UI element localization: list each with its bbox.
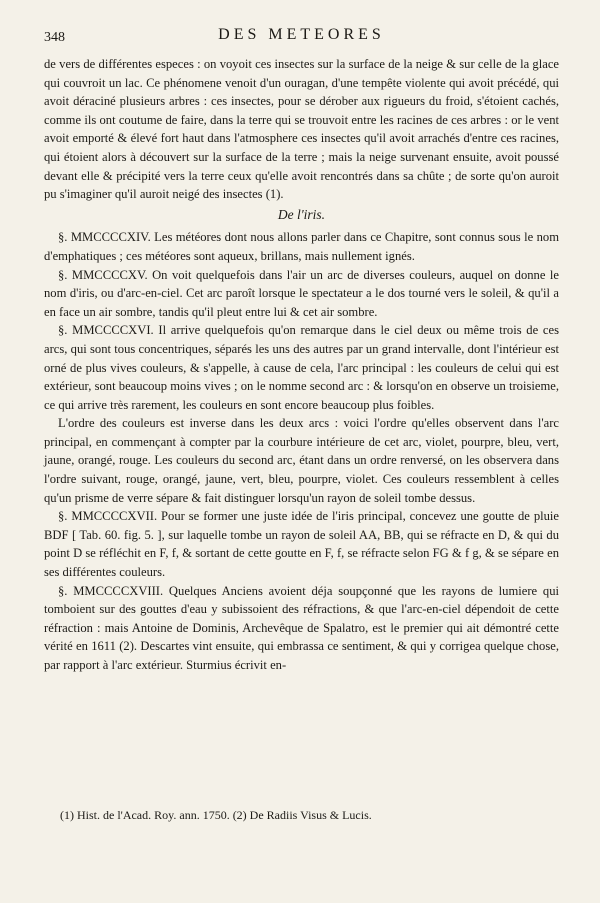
page-number: 348 xyxy=(44,30,65,45)
page-header xyxy=(44,26,559,48)
section-heading: De l'iris. xyxy=(277,206,326,222)
paragraph: de vers de différentes especes : on voyoit ces insectes sur la surface de la neige & sur celle de la glace qui couvroit un lac. Ce phénomene venoit d'un ouragan, d'une tempête violente qui avoit précédé, qui avoit déraciné plusieurs arbres : ces insectes, pour se dérober aux rigueurs du froid, s'étoient cachés, comme ils ont coutume de faire, dans la terre qui se trouvoit entre les racines de ces arbres : or le vent avoit emporté & élevé fort haut dans l'atmosphere ces insectes qu'il avoit arrachés d'entre ces racines, qui étoient alors à découvert sur la surface de la terre ; mais la neige survenant ensuite, avoit poussé devant elle & précipité vers la terre ceux qu'elle avoit rencontrés dans sa chûte ; de sorte qu'on auroit pu s'imaginer qu'il auroit neigé des insectes (1). xyxy=(44,57,559,202)
paragraph: §. MMCCCCXVII. Pour se former une juste idée de l'iris principal, concevez une goutte de pluie BDF [ Tab. 60. fig. 5. ], sur laquelle tombe un rayon de soleil AA, BB, qui se réfracte en D, & qui du point D se réfléchit en F, f, & sortant de cette goutte en F, f, se réfracte selon FG & f g, & se sépare en ses différentes couleurs. xyxy=(44,509,559,580)
footnotes: (1) Hist. de l'Acad. Roy. ann. 1750. (2) De Radiis Visus & Lucis. xyxy=(60,808,372,822)
paragraph: §. MMCCCCXV. On voit quelquefois dans l'air un arc de diverses couleurs, auquel on donne le nom d'iris, ou d'arc-en-ciel. Cet arc paroît lorsque le spectateur a le dos tourné vers le soleil, & qu'il a en face un air sombre, tandis qu'il pleut entre lui & cet air sombre. xyxy=(44,267,559,319)
running-title: DES METEORES xyxy=(218,26,385,43)
body-text xyxy=(44,55,559,675)
paragraph: §. MMCCCCXVI. Il arrive quelquefois qu'on remarque dans le ciel deux ou même trois de ces arcs, qui sont tous concentriques, séparés les uns des autres par un grand intervalle, dont l'intérieur est orné de plus vives couleurs, & s'appelle, à cause de cela, l'arc principal : les couleurs de celui qui est extérieur, sont beaucoup moins vives ; on le nomme second arc : & lorsqu'on en observe un troisieme, ce qui arrive très rarement, les couleurs en sont encore beaucoup plus foibles. xyxy=(44,323,559,412)
paragraph: L'ordre des couleurs est inverse dans les deux arcs : voici l'ordre qu'elles observent dans l'arc principal, en commençant à compter par la courbure intérieure de cet arc, violet, pourpre, bleu, vert, jaune, orangé, rouge. Les couleurs du second arc, étant dans un ordre renversé, on les observera dans l'ordre suivant, rouge, orangé, jaune, vert, bleu, pourpre, violet. Ces couleurs ressemblent à celles qu'un prisme de verre sépare & fait distinguer lorsqu'un rayon de soleil tombe dessus. xyxy=(44,416,559,505)
paragraph: §. MMCCCCXIV. Les météores dont nous allons parler dans ce Chapitre, sont connus sous le nom d'emphatiques ; ces météores sont aqueux, brillans, mais nullement ignés. xyxy=(44,230,559,263)
paragraph: §. MMCCCCXVIII. Quelques Anciens avoient déja soupçonné que les rayons de lumiere qui tomboient sur des gouttes d'eau y subissoient des réfractions, & que l'arc-en-ciel dépendoit de cette réfraction : mais Antoine de Dominis, Archevêque de Spalatro, est le premier qui ait démontré cette vérité en 1611 (2). Descartes vint ensuite, qui embrassa ce sentiment, & qui y corrigea quelque chose, par rapport à l'arc extérieur. Sturmius écrivit en- xyxy=(44,583,559,672)
